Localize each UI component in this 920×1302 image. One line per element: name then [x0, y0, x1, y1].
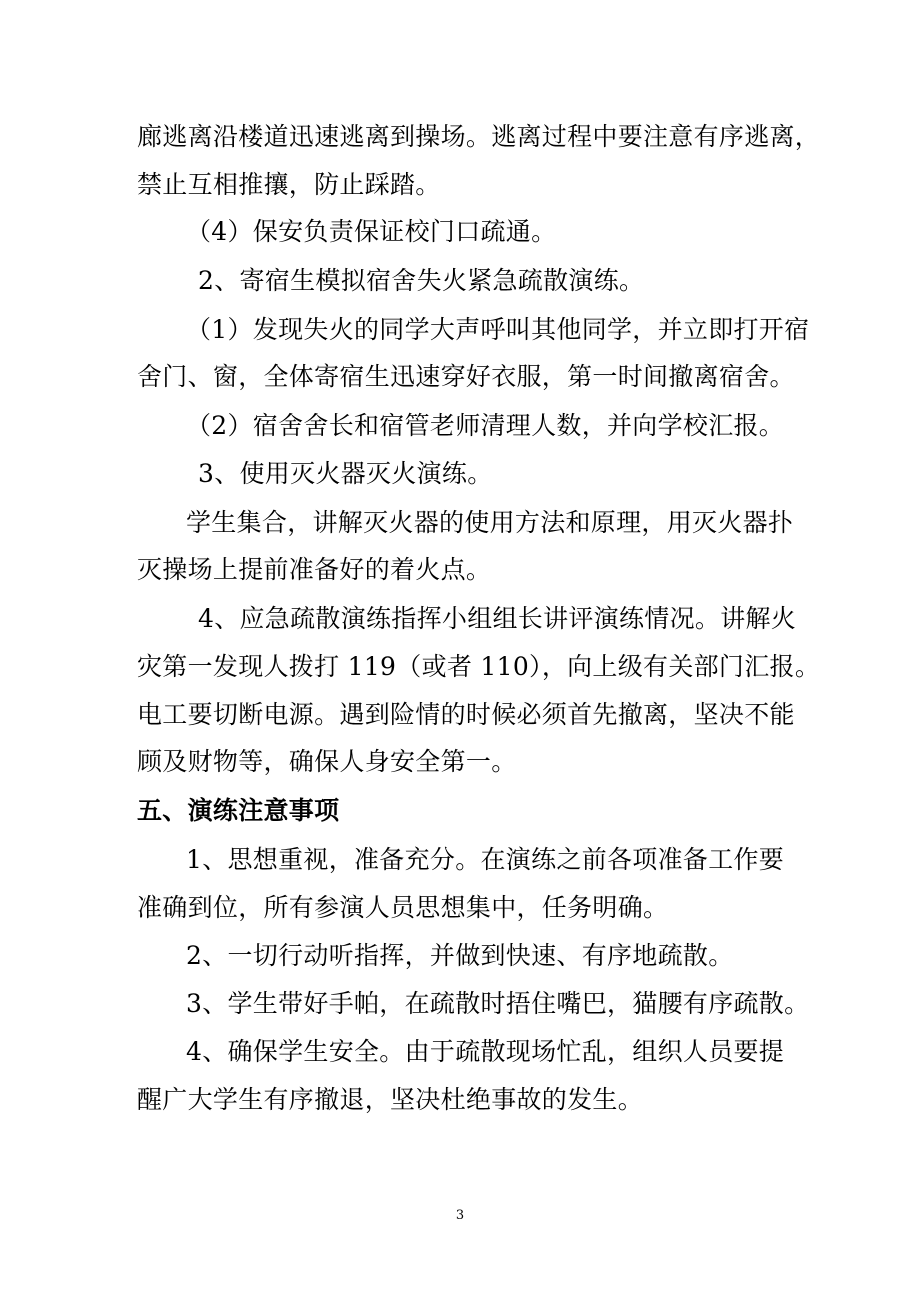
- body-text-line: （2）宿舍舍长和宿管老师清理人数，并向学校汇报。: [186, 411, 785, 440]
- page-number: 3: [455, 1208, 465, 1223]
- body-text-line: 4、确保学生安全。由于疏散现场忙乱，组织人员要提: [186, 1037, 785, 1066]
- body-text-line: 灾第一发现人拨打 119（或者 110），向上级有关部门汇报。: [137, 652, 821, 681]
- body-text-line: 准确到位，所有参演人员思想集中，任务明确。: [137, 893, 669, 922]
- body-text-line: 电工要切断电源。遇到险情的时候必须首先撤离，坚决不能: [137, 700, 795, 729]
- body-text-line: 廊逃离沿楼道迅速逃离到操场。逃离过程中要注意有序逃离，: [137, 122, 821, 151]
- body-text-line: 醒广大学生有序撤退，坚决杜绝事故的发生。: [137, 1085, 644, 1114]
- body-text-line: 禁止互相推攘，防止踩踏。: [137, 170, 441, 199]
- body-text-line: （1）发现失火的同学大声呼叫其他同学，并立即打开宿: [186, 315, 810, 344]
- section-item-line: 4、应急疏散演练指挥小组组长讲评演练情况。讲解火: [198, 604, 797, 633]
- body-text-line: （4）保安负责保证校门口疏通。: [186, 217, 557, 246]
- body-text-line: 3、学生带好手帕，在疏散时捂住嘴巴，猫腰有序疏散。: [186, 989, 810, 1018]
- body-text-line: 2、一切行动听指挥，并做到快速、有序地疏散。: [186, 941, 734, 970]
- section-item-line: 3、使用灭火器灭火演练。: [198, 459, 493, 488]
- body-text-line: 1、思想重视，准备充分。在演练之前各项准备工作要: [186, 845, 785, 874]
- section-heading: 五、演练注意事项: [137, 796, 340, 825]
- body-text-line: 顾及财物等，确保人身安全第一。: [137, 747, 517, 776]
- body-text-line: 舍门、窗，全体寄宿生迅速穿好衣服，第一时间撤离宿舍。: [137, 362, 795, 391]
- body-text-line: 学生集合，讲解灭火器的使用方法和原理，用灭火器扑: [186, 508, 794, 537]
- section-item-line: 2、寄宿生模拟宿舍失火紧急疏散演练。: [198, 266, 645, 295]
- body-text-line: 灭操场上提前准备好的着火点。: [137, 555, 492, 584]
